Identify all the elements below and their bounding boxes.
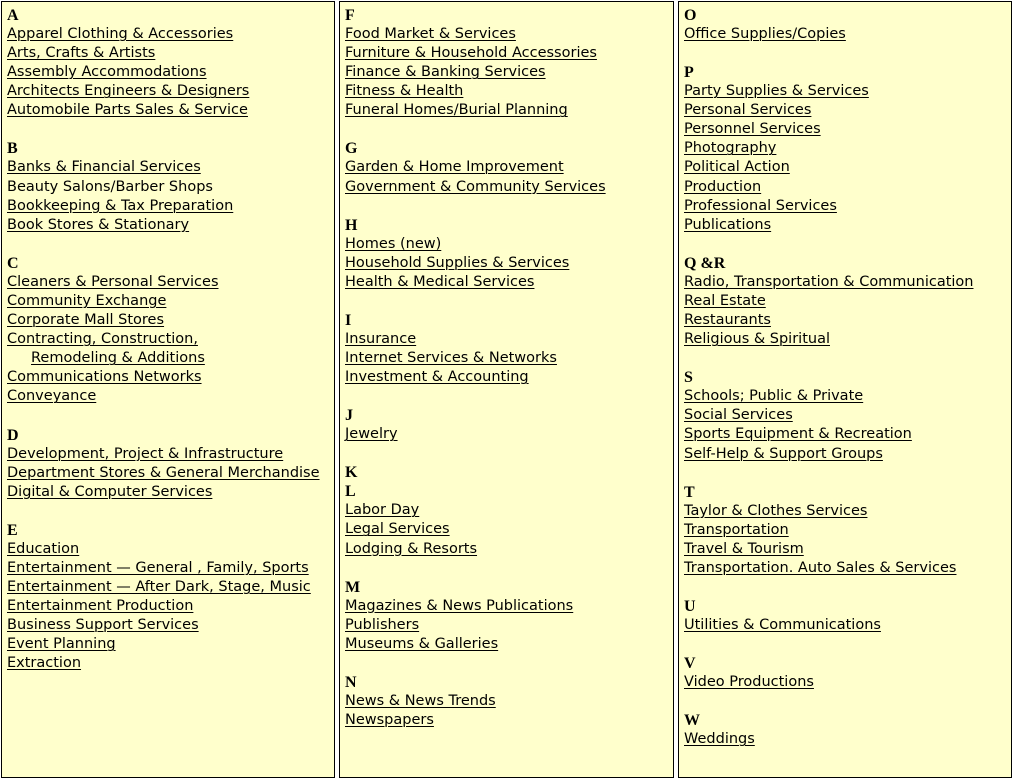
category-link-photography[interactable]: Photography [684, 140, 777, 157]
category-item [684, 673, 1006, 692]
category-link-book-stores-and-stationary[interactable]: Book Stores & Stationary [7, 216, 190, 233]
category-item [345, 616, 668, 635]
category-link-contracting-construction[interactable]: Contracting, Construction, [7, 331, 198, 348]
category-link-extraction[interactable]: Extraction [7, 655, 82, 672]
section-letter: O [684, 7, 697, 24]
category-link-development-project-and-infrastructure[interactable]: Development, Project & Infrastructure [7, 445, 284, 462]
category-link-restaurants[interactable]: Restaurants [684, 312, 771, 329]
category-item [345, 711, 668, 730]
category-link-cleaners-and-personal-services[interactable]: Cleaners & Personal Services [7, 273, 219, 290]
category-link-newspapers[interactable]: Newspapers [345, 711, 434, 728]
category-item [684, 120, 1006, 139]
category-item [684, 178, 1006, 197]
category-link-arts-crafts-and-artists[interactable]: Arts, Crafts & Artists [7, 45, 156, 62]
category-item [345, 635, 668, 654]
category-item [684, 425, 1006, 444]
category-list [7, 25, 329, 120]
category-item [684, 139, 1006, 158]
category-link-apparel-clothing-and-accessories[interactable]: Apparel Clothing & Accessories [7, 26, 234, 42]
section-letter: Q &R [684, 254, 726, 272]
category-link-department-stores-and-general-merchandise[interactable]: Department Stores & General Merchandise [7, 464, 320, 481]
directory-column-2 [339, 1, 674, 778]
section-v [684, 654, 1006, 692]
category-item [7, 349, 329, 368]
section-letter: M [345, 578, 361, 596]
section-k [345, 463, 668, 482]
section-u [684, 597, 1006, 635]
category-link-internet-services-and-networks[interactable]: Internet Services & Networks [345, 350, 557, 367]
section-s [684, 368, 1006, 463]
category-item [684, 158, 1006, 177]
category-item [345, 178, 668, 197]
category-item [7, 101, 329, 120]
category-item [7, 559, 329, 578]
section-p [684, 63, 1006, 235]
section-q-andr [684, 254, 1006, 349]
category-link-fitness-and-health[interactable]: Fitness & Health [345, 83, 464, 100]
section-letter: T [684, 483, 695, 501]
section-letter: W [684, 712, 700, 730]
category-item [684, 330, 1006, 349]
category-link-funeral-homes-burial-planning[interactable]: Funeral Homes/Burial Planning [345, 102, 568, 119]
category-item [345, 425, 668, 444]
section-letter: P [684, 64, 694, 82]
category-list [345, 501, 668, 558]
category-link-social-services[interactable]: Social Services [684, 407, 793, 424]
category-link-production[interactable]: Production [684, 178, 762, 195]
section-d [7, 426, 329, 502]
category-list [345, 25, 668, 120]
category-list [345, 692, 668, 730]
section-b [7, 139, 329, 234]
section-letter: I [345, 311, 352, 329]
category-item [345, 692, 668, 711]
category-item [7, 330, 329, 349]
category-item [7, 292, 329, 311]
section-letter: B [7, 140, 18, 158]
section-letter: E [7, 521, 18, 539]
category-link-religious-and-spiritual[interactable]: Religious & Spiritual [684, 331, 830, 348]
section-i [345, 311, 668, 387]
category-link-office-supplies-copies[interactable]: Office Supplies/Copies [684, 26, 846, 42]
category-link-sports-equipment-and-recreation[interactable]: Sports Equipment & Recreation [684, 426, 912, 443]
category-link-automobile-parts-sales-and-service[interactable]: Automobile Parts Sales & Service [7, 102, 248, 119]
category-item [7, 368, 329, 387]
category-item [684, 730, 1006, 749]
category-link-entertainment-after-dark-stage-music[interactable]: Entertainment — After Dark, Stage, Music [7, 578, 311, 595]
section-o [684, 6, 1006, 44]
category-item [7, 216, 329, 235]
category-item [7, 540, 329, 559]
category-link-digital-and-computer-services[interactable]: Digital & Computer Services [7, 483, 213, 500]
section-letter: H [345, 216, 358, 234]
category-item [345, 44, 668, 63]
section-letter: S [684, 369, 693, 387]
category-list [684, 673, 1006, 692]
category-link-weddings[interactable]: Weddings [684, 731, 755, 748]
category-item [684, 387, 1006, 406]
category-link-radio-transportation-and-communication[interactable]: Radio, Transportation & Communication [684, 273, 974, 290]
category-list [345, 425, 668, 444]
category-list [7, 158, 329, 234]
section-j [345, 406, 668, 444]
category-link-remodeling-and-additions[interactable]: Remodeling & Additions [31, 350, 205, 367]
category-list [684, 273, 1006, 349]
category-item [345, 273, 668, 292]
section-h [345, 216, 668, 292]
category-item [684, 292, 1006, 311]
category-link-video-productions[interactable]: Video Productions [684, 674, 814, 691]
category-link-education[interactable]: Education [7, 540, 80, 557]
category-item [7, 616, 329, 635]
category-link-publishers[interactable]: Publishers [345, 616, 420, 633]
category-link-professional-services[interactable]: Professional Services [684, 197, 837, 214]
category-item [7, 311, 329, 330]
category-item [684, 502, 1006, 521]
category-item [684, 445, 1006, 464]
category-link-entertainment-production[interactable]: Entertainment Production [7, 598, 194, 615]
section-m [345, 578, 668, 654]
category-list [345, 597, 668, 654]
category-item [684, 25, 1006, 44]
category-item [7, 158, 329, 177]
category-list [684, 730, 1006, 749]
category-item [684, 559, 1006, 578]
category-link-travel-and-tourism[interactable]: Travel & Tourism [684, 540, 804, 557]
category-item [7, 63, 329, 82]
section-a [7, 6, 329, 120]
category-text-beauty-salons-barber-shops: Beauty Salons/Barber Shops [7, 178, 213, 195]
category-item [345, 63, 668, 82]
category-link-conveyance[interactable]: Conveyance [7, 388, 97, 405]
category-item [7, 445, 329, 464]
category-link-homes-new[interactable]: Homes (new) [345, 235, 442, 252]
section-letter: L [345, 483, 356, 501]
category-list [684, 387, 1006, 463]
category-item [684, 406, 1006, 425]
category-list [684, 82, 1006, 235]
category-item [345, 597, 668, 616]
category-link-government-and-community-services[interactable]: Government & Community Services [345, 178, 606, 195]
category-link-entertainment-general-family-sports[interactable]: Entertainment — General , Family, Sports [7, 559, 309, 576]
category-item [7, 44, 329, 63]
category-link-publications[interactable]: Publications [684, 216, 772, 233]
category-list [684, 502, 1006, 578]
category-item [345, 349, 668, 368]
category-item [7, 464, 329, 483]
category-item [684, 311, 1006, 330]
category-item [7, 178, 329, 197]
category-item [345, 158, 668, 177]
category-link-communications-networks[interactable]: Communications Networks [7, 369, 202, 386]
category-link-finance-and-banking-services[interactable]: Finance & Banking Services [345, 64, 546, 81]
section-letter: A [7, 7, 19, 24]
category-link-lodging-and-resorts[interactable]: Lodging & Resorts [345, 540, 478, 557]
category-item [7, 578, 329, 597]
category-item [345, 501, 668, 520]
category-link-jewelry[interactable]: Jewelry [345, 426, 398, 443]
category-item [7, 635, 329, 654]
category-list [684, 25, 1006, 44]
category-link-news-and-news-trends[interactable]: News & News Trends [345, 692, 496, 709]
category-list [684, 616, 1006, 635]
section-letter: K [345, 464, 358, 482]
category-link-corporate-mall-stores[interactable]: Corporate Mall Stores [7, 312, 165, 329]
category-item [684, 616, 1006, 635]
section-t [684, 483, 1006, 578]
category-link-food-market-and-services[interactable]: Food Market & Services [345, 26, 516, 42]
category-link-garden-and-home-improvement[interactable]: Garden & Home Improvement [345, 159, 564, 176]
category-link-schools-public-and-private[interactable]: Schools; Public & Private [684, 388, 864, 405]
category-link-bookkeeping-and-tax-preparation[interactable]: Bookkeeping & Tax Preparation [7, 197, 234, 214]
category-item [7, 82, 329, 101]
category-item [7, 273, 329, 292]
category-link-party-supplies-and-services[interactable]: Party Supplies & Services [684, 83, 869, 100]
section-letter: F [345, 7, 355, 24]
category-item [684, 197, 1006, 216]
category-link-labor-day[interactable]: Labor Day [345, 502, 420, 519]
category-link-community-exchange[interactable]: Community Exchange [7, 292, 167, 309]
section-letter: U [684, 597, 696, 615]
category-item [7, 654, 329, 673]
category-item [7, 387, 329, 406]
category-link-taylor-and-clothes-services[interactable]: Taylor & Clothes Services [684, 502, 868, 519]
category-link-real-estate[interactable]: Real Estate [684, 292, 766, 309]
section-letter: V [684, 655, 696, 673]
category-link-assembly-accommodations[interactable]: Assembly Accommodations [7, 64, 207, 81]
category-item [345, 330, 668, 349]
category-link-transportation-auto-sales-and-services[interactable]: Transportation. Auto Sales & Services [684, 559, 957, 576]
category-item [345, 520, 668, 539]
category-link-self-help-and-support-groups[interactable]: Self-Help & Support Groups [684, 445, 883, 462]
category-item [684, 216, 1006, 235]
category-item [7, 25, 329, 44]
section-e [7, 521, 329, 674]
section-n [345, 673, 668, 730]
category-item [7, 197, 329, 216]
category-link-architects-engineers-and-designers[interactable]: Architects Engineers & Designers [7, 83, 250, 100]
section-l [345, 482, 668, 558]
category-item [345, 235, 668, 254]
category-item [7, 483, 329, 502]
section-letter: J [345, 407, 353, 425]
section-letter: G [345, 140, 358, 158]
section-letter: C [7, 254, 19, 272]
category-link-legal-services[interactable]: Legal Services [345, 521, 450, 538]
section-c [7, 254, 329, 407]
category-item [684, 540, 1006, 559]
category-link-investment-and-accounting[interactable]: Investment & Accounting [345, 369, 529, 386]
category-link-furniture-and-household-accessories[interactable]: Furniture & Household Accessories [345, 45, 597, 62]
category-link-insurance[interactable]: Insurance [345, 330, 417, 347]
category-item [345, 254, 668, 273]
category-item [684, 521, 1006, 540]
category-list [345, 158, 668, 196]
category-link-political-action[interactable]: Political Action [684, 159, 790, 176]
category-link-museums-and-galleries[interactable]: Museums & Galleries [345, 635, 499, 652]
category-item [345, 82, 668, 101]
section-letter: D [7, 426, 19, 444]
category-list [7, 445, 329, 502]
section-w [684, 711, 1006, 749]
category-list [345, 330, 668, 387]
category-item [345, 101, 668, 120]
category-item [345, 368, 668, 387]
category-item [7, 597, 329, 616]
category-link-personnel-services[interactable]: Personnel Services [684, 121, 821, 138]
category-link-transportation[interactable]: Transportation [684, 521, 789, 538]
directory-column-1 [1, 1, 335, 778]
category-link-health-and-medical-services[interactable]: Health & Medical Services [345, 273, 535, 290]
section-f [345, 6, 668, 120]
category-list [7, 540, 329, 674]
category-item [684, 82, 1006, 101]
directory-column-3 [678, 1, 1012, 778]
category-link-personal-services[interactable]: Personal Services [684, 102, 812, 119]
category-link-business-support-services[interactable]: Business Support Services [7, 617, 199, 634]
category-link-banks-and-financial-services[interactable]: Banks & Financial Services [7, 159, 201, 176]
category-list [345, 235, 668, 292]
category-link-household-supplies-and-services[interactable]: Household Supplies & Services [345, 254, 570, 271]
category-link-event-planning[interactable]: Event Planning [7, 636, 116, 653]
category-link-magazines-and-news-publications[interactable]: Magazines & News Publications [345, 597, 574, 614]
category-item [345, 540, 668, 559]
section-g [345, 139, 668, 196]
section-letter: N [345, 673, 357, 691]
category-list [7, 273, 329, 407]
category-item [684, 273, 1006, 292]
category-item [345, 25, 668, 44]
category-link-utilities-and-communications[interactable]: Utilities & Communications [684, 616, 881, 633]
category-item [684, 101, 1006, 120]
